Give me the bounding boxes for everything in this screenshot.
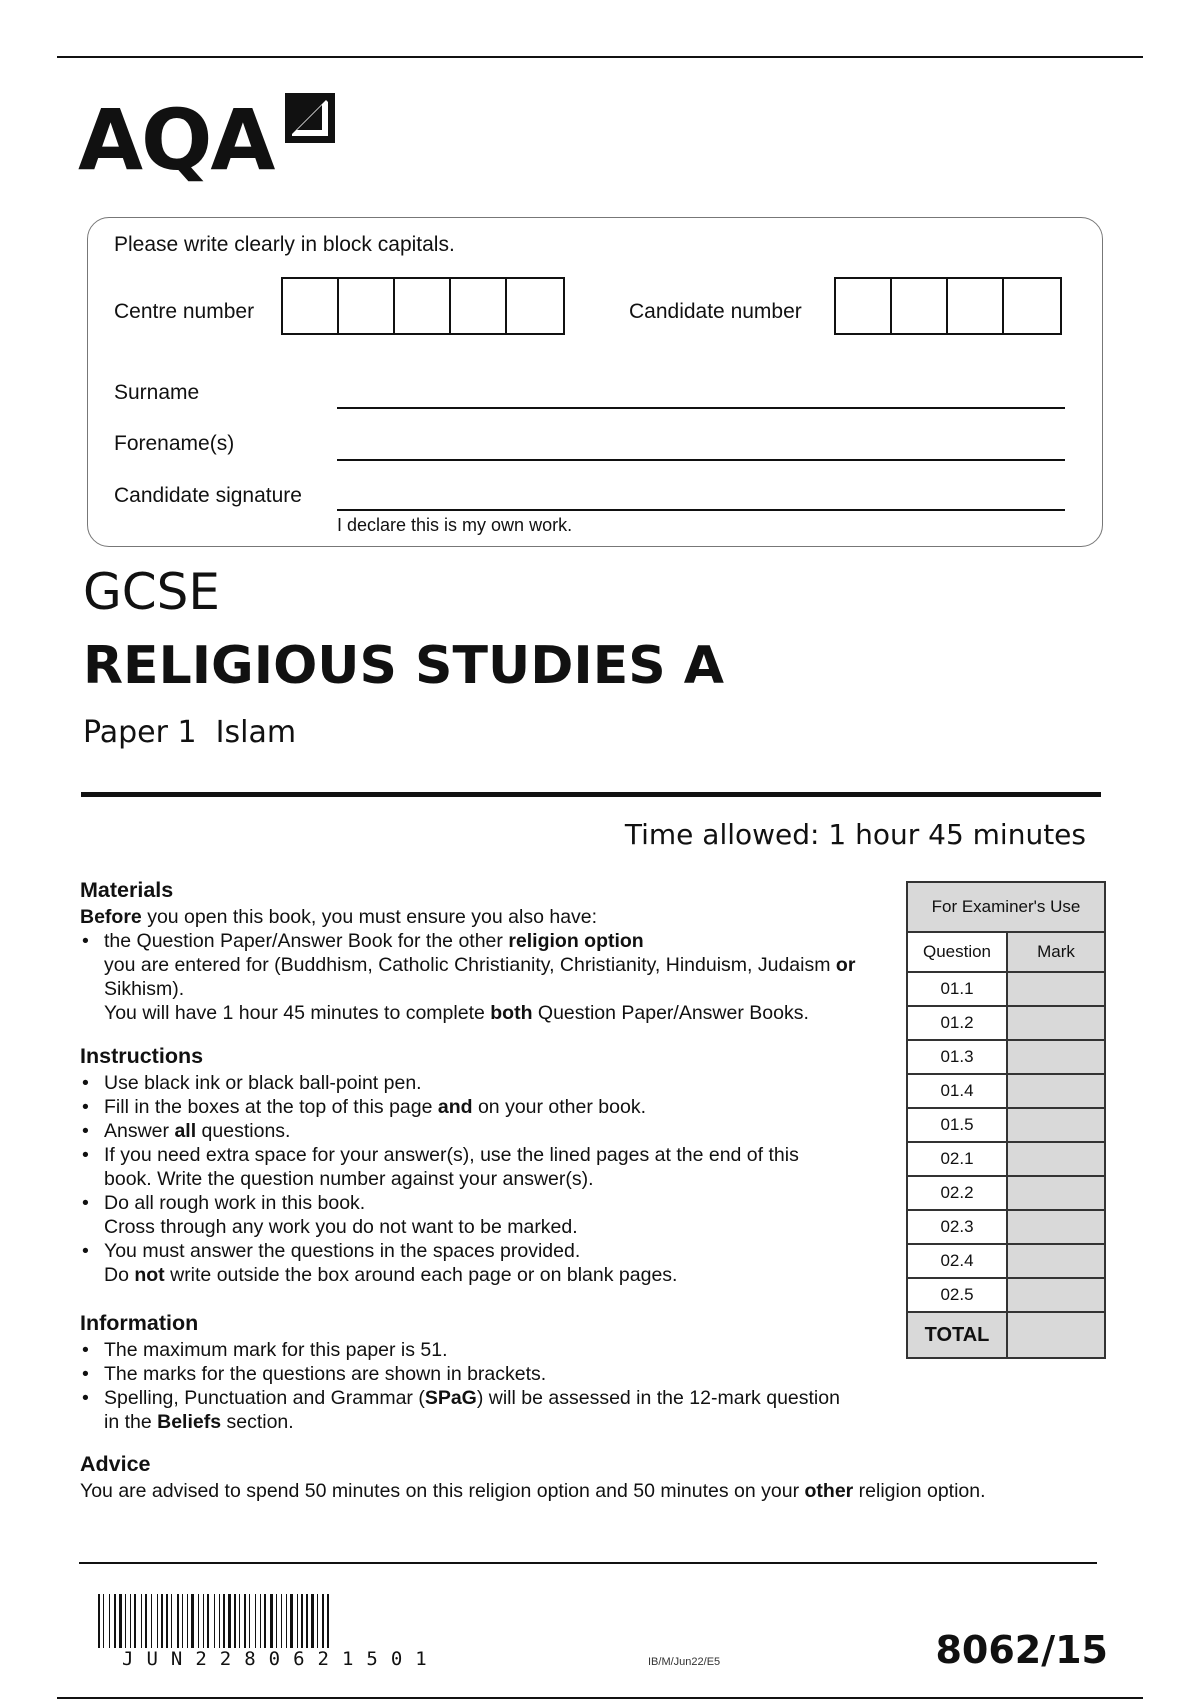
instruction-item: • Answer all questions. — [80, 1119, 840, 1143]
centre-number-boxes[interactable] — [281, 277, 565, 335]
signature-line[interactable] — [337, 509, 1065, 511]
qualification-title: GCSE — [83, 563, 220, 621]
question-number-cell: 02.1 — [908, 1143, 1008, 1175]
examiner-table-row — [908, 1279, 1104, 1313]
digit-box[interactable] — [395, 279, 451, 333]
examiner-table-header-row — [908, 933, 1104, 973]
mark-cell — [1008, 1279, 1104, 1311]
subject-title: RELIGIOUS STUDIES A — [83, 636, 725, 696]
candidate-number-boxes[interactable] — [834, 277, 1062, 335]
advice-section — [80, 1451, 1120, 1503]
question-number-cell: 01.1 — [908, 973, 1008, 1005]
digit-box[interactable] — [836, 279, 892, 333]
aqa-logo: AQA — [78, 91, 274, 189]
materials-item: • the Question Paper/Answer Book for the other religion option you are entered for (Buddhism, Catholic Christianity, Christianity, Hinduism, Judaism or Sikhism). — [80, 929, 900, 1001]
examiner-table-row — [908, 973, 1104, 1007]
digit-box[interactable] — [507, 279, 563, 333]
signature-label: Candidate signature — [114, 484, 302, 507]
information-heading: Information — [80, 1311, 199, 1335]
surname-label: Surname — [114, 381, 200, 404]
examiner-table-title: For Examiner's Use — [908, 883, 1104, 933]
mark-cell — [1008, 973, 1104, 1005]
forenames-label: Forename(s) — [114, 432, 235, 455]
mark-cell — [1008, 1211, 1104, 1243]
question-column-header: Question — [908, 933, 1008, 971]
examiner-table-row — [908, 1245, 1104, 1279]
materials-note: You will have 1 hour 45 minutes to complete both Question Paper/Answer Books. — [104, 1002, 809, 1024]
paper-code: 8062/15 — [935, 1628, 1108, 1672]
materials-heading: Materials — [80, 878, 174, 902]
mark-cell — [1008, 1109, 1104, 1141]
information-section — [80, 1310, 840, 1434]
instruction-item: • You must answer the questions in the spaces provided. Do not write outside the box around each page or on blank pages. — [80, 1239, 840, 1287]
information-item: • The maximum mark for this paper is 51. — [80, 1338, 840, 1362]
block-capitals-instruction: Please write clearly in block capitals. — [114, 233, 455, 256]
mark-cell — [1008, 1245, 1104, 1277]
total-row — [908, 1313, 1104, 1357]
digit-box[interactable] — [1004, 279, 1060, 333]
centre-number-label: Centre number — [114, 300, 255, 323]
materials-intro: Before you open this book, you must ensure you also have: — [80, 906, 598, 928]
examiner-table-row — [908, 1211, 1104, 1245]
digit-box[interactable] — [892, 279, 948, 333]
advice-heading: Advice — [80, 1452, 151, 1476]
question-number-cell: 01.2 — [908, 1007, 1008, 1039]
examiner-table-row — [908, 1109, 1104, 1143]
surname-line[interactable] — [337, 407, 1065, 409]
mark-cell — [1008, 1007, 1104, 1039]
bottom-rule — [57, 1697, 1143, 1699]
question-number-cell: 01.5 — [908, 1109, 1008, 1141]
examiner-table-row — [908, 1041, 1104, 1075]
digit-box[interactable] — [283, 279, 339, 333]
instructions-section — [80, 1043, 840, 1287]
barcode-digits: JUN2280621501 — [122, 1648, 440, 1670]
instruction-item: • Do all rough work in this book. Cross through any work you do not want to be marked. — [80, 1191, 840, 1239]
digit-box[interactable] — [948, 279, 1004, 333]
digit-box[interactable] — [451, 279, 507, 333]
top-rule — [57, 56, 1143, 58]
mark-cell — [1008, 1041, 1104, 1073]
paper-title: Paper 1 Islam — [83, 715, 297, 750]
mark-cell — [1008, 1075, 1104, 1107]
digit-box[interactable] — [339, 279, 395, 333]
barcode — [98, 1594, 508, 1648]
instruction-item: • Fill in the boxes at the top of this page and on your other book. — [80, 1095, 840, 1119]
candidate-number-label: Candidate number — [629, 300, 802, 323]
question-number-cell: 02.4 — [908, 1245, 1008, 1277]
information-item: • The marks for the questions are shown in brackets. — [80, 1362, 840, 1386]
examiner-table-row — [908, 1143, 1104, 1177]
mark-cell — [1008, 1177, 1104, 1209]
total-mark-cell — [1008, 1313, 1104, 1357]
question-number-cell: 01.4 — [908, 1075, 1008, 1107]
instructions-heading: Instructions — [80, 1044, 204, 1068]
question-number-cell: 02.2 — [908, 1177, 1008, 1209]
question-number-cell: 02.3 — [908, 1211, 1008, 1243]
declaration-text: I declare this is my own work. — [337, 515, 573, 535]
advice-text: You are advised to spend 50 minutes on this religion option and 50 minutes on your other religion option. — [80, 1480, 986, 1502]
examiner-use-table — [906, 881, 1106, 1359]
question-number-cell: 01.3 — [908, 1041, 1008, 1073]
examiner-table-row — [908, 1075, 1104, 1109]
mark-column-header: Mark — [1008, 933, 1104, 971]
examiner-table-row — [908, 1007, 1104, 1041]
document-reference: IB/M/Jun22/E5 — [648, 1656, 721, 1668]
mark-cell — [1008, 1143, 1104, 1175]
forenames-line[interactable] — [337, 459, 1065, 461]
aqa-logo-mark-icon — [282, 90, 338, 146]
instruction-item: • Use black ink or black ball-point pen. — [80, 1071, 840, 1095]
information-item: • Spelling, Punctuation and Grammar (SPaG) will be assessed in the 12-mark question in the Beliefs section. — [80, 1386, 840, 1434]
total-label: TOTAL — [908, 1313, 1008, 1357]
question-number-cell: 02.5 — [908, 1279, 1008, 1311]
time-allowed: Time allowed: 1 hour 45 minutes — [624, 818, 1086, 851]
instruction-item: • If you need extra space for your answer(s), use the lined pages at the end of this book. Write the question number against your answer(s). — [80, 1143, 840, 1191]
footer-rule — [79, 1562, 1097, 1564]
materials-section — [80, 877, 900, 1025]
examiner-table-row — [908, 1177, 1104, 1211]
title-rule — [81, 792, 1101, 797]
